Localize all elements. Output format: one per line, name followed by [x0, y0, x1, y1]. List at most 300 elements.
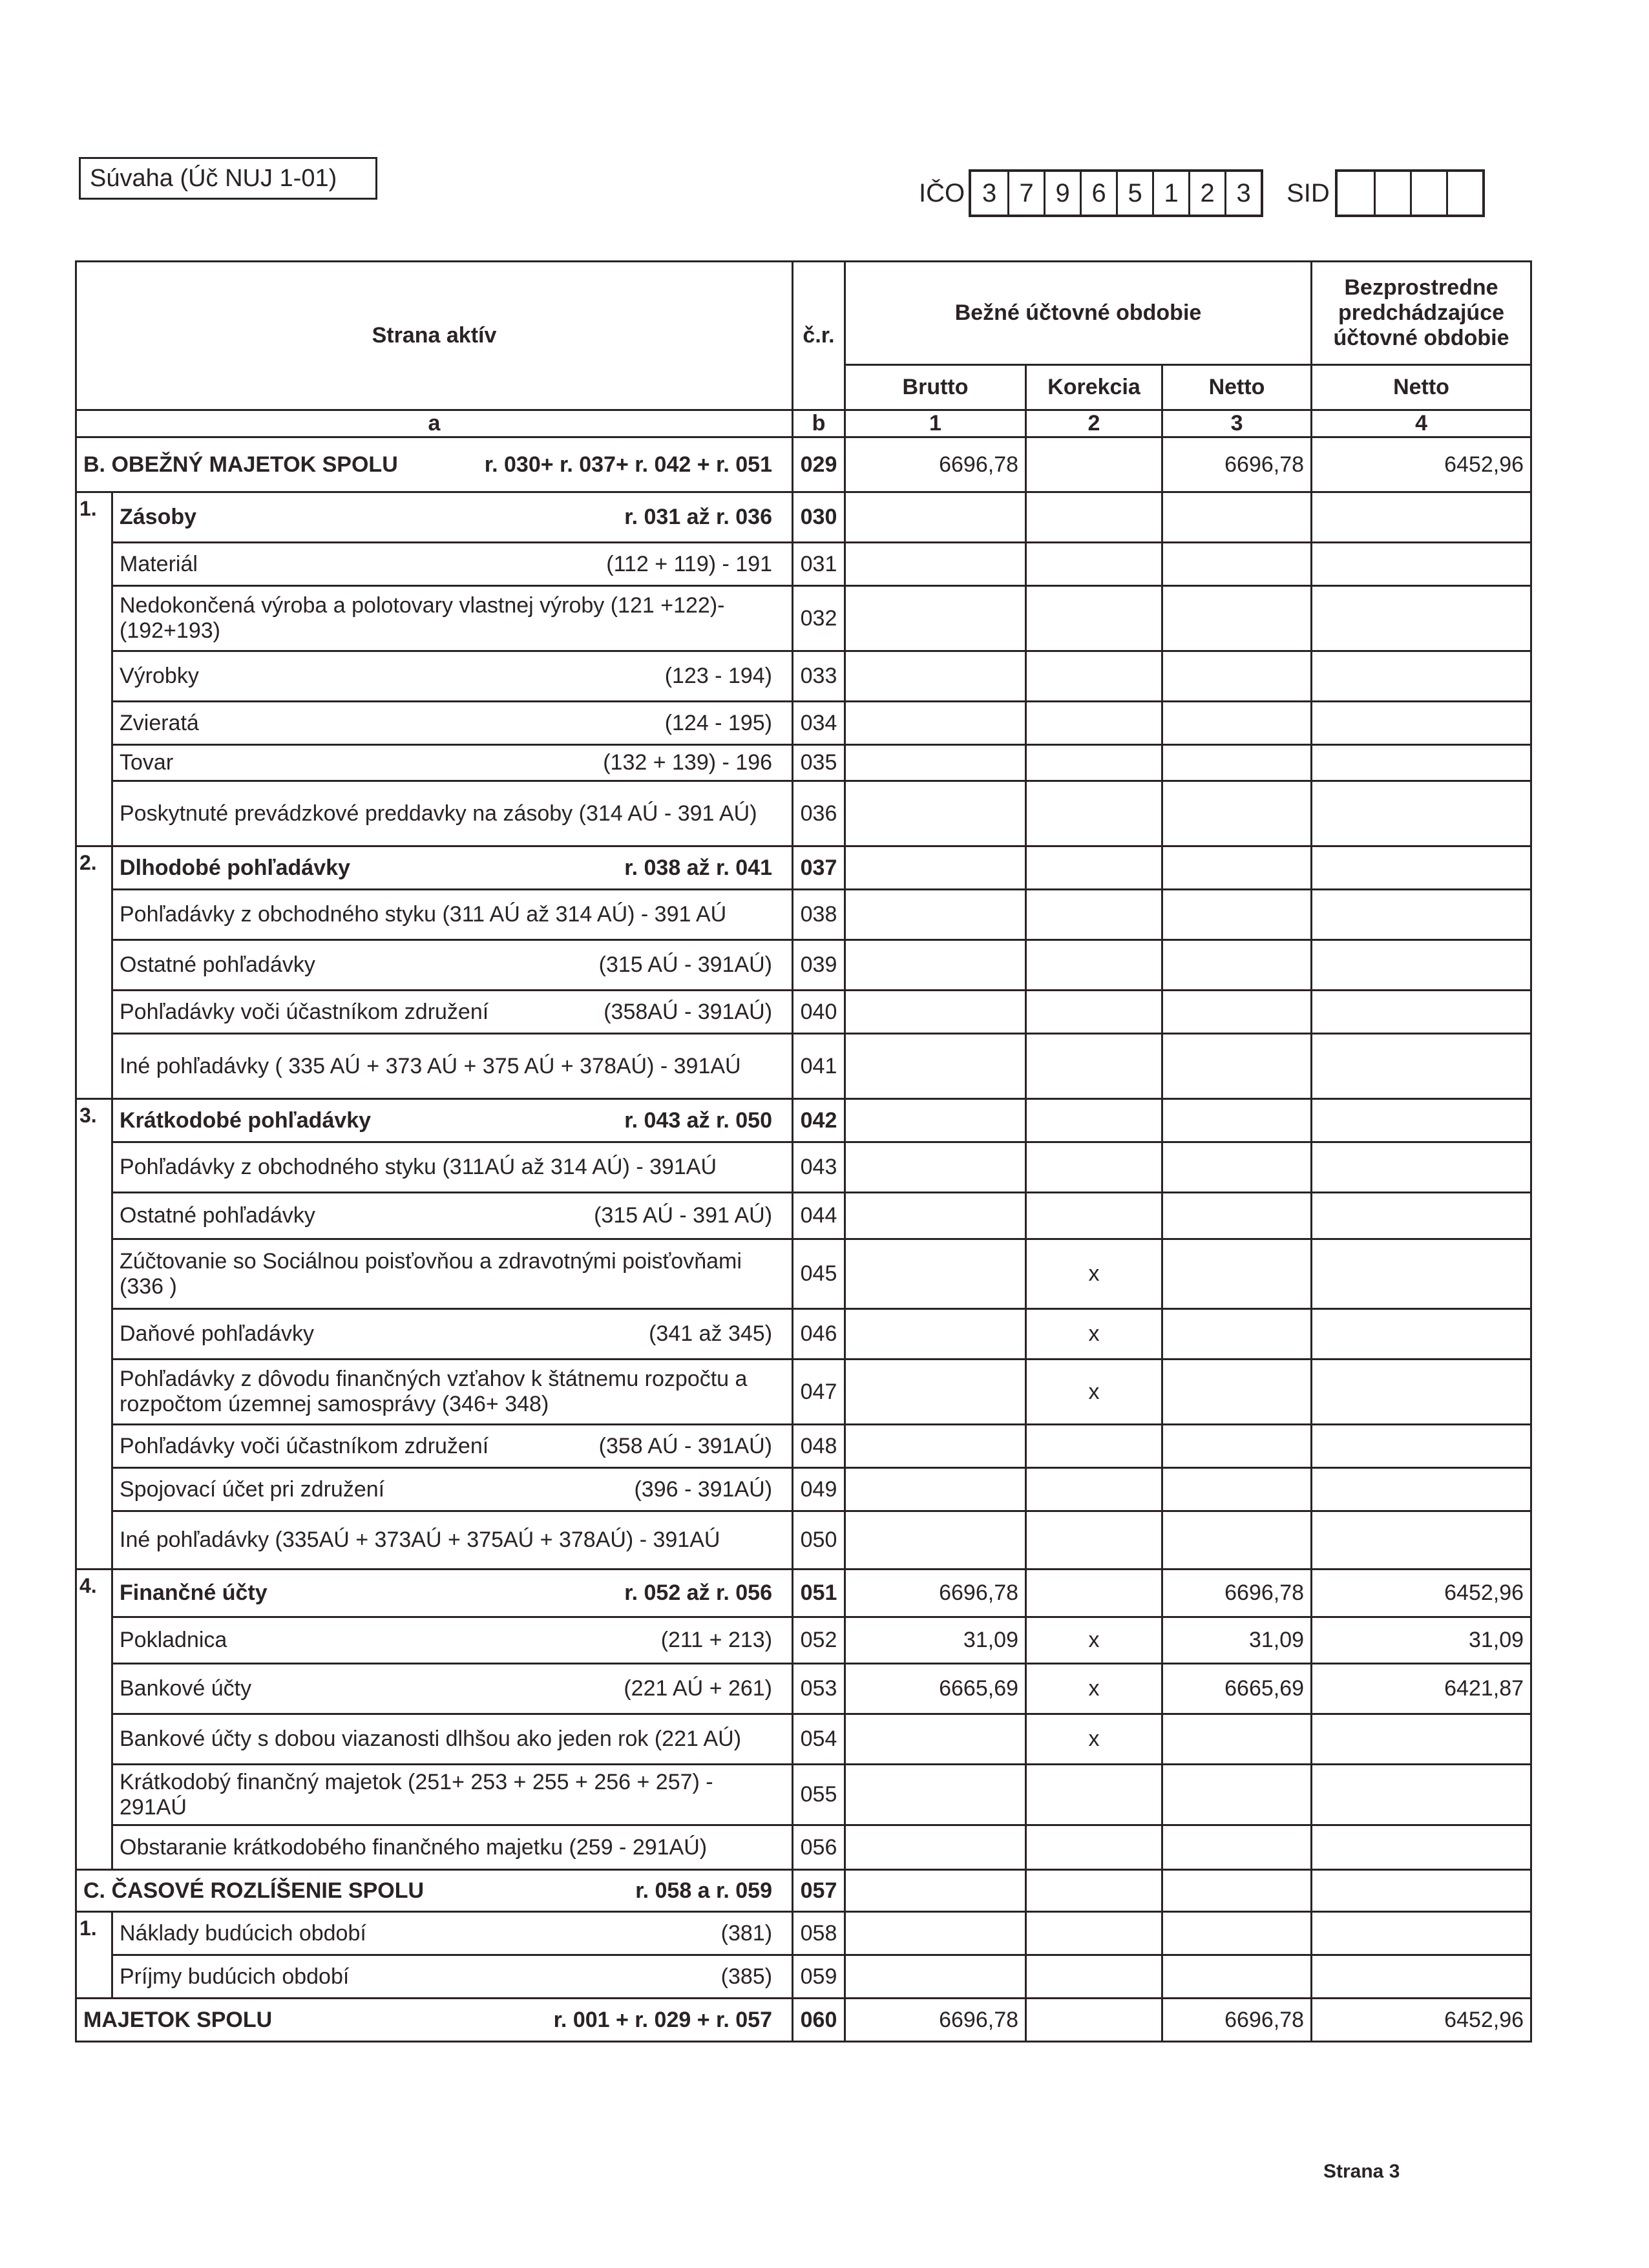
brutto-cell: 6665,69: [845, 1664, 1026, 1714]
korekcia-cell: [1026, 1765, 1162, 1825]
brutto-cell: [845, 651, 1026, 702]
row-number: 043: [793, 1142, 845, 1193]
korekcia-cell: [1026, 991, 1162, 1034]
table-row: [76, 1765, 1531, 1825]
row-label-cell: [112, 991, 793, 1034]
row-label-text: Bankové účty s dobou viazanosti dlhšou ako jeden rok (221 AÚ): [120, 1727, 742, 1751]
row-number: 050: [793, 1511, 845, 1570]
row-formula: (315 AÚ - 391AÚ): [598, 952, 773, 977]
netto-cell: [1162, 1912, 1312, 1955]
row-label: [120, 856, 785, 881]
table-row: [76, 1999, 1531, 2042]
table-row: [76, 437, 1531, 492]
row-label-cell: [112, 1570, 793, 1617]
row-label-cell: [112, 781, 793, 846]
netto-cell: [1162, 1765, 1312, 1825]
korekcia-cell: [1026, 1955, 1162, 1999]
table-row: [76, 991, 1531, 1034]
table-body: [76, 437, 1531, 2042]
row-label-cell: [112, 1034, 793, 1099]
row-formula: r. 058 a r. 059: [635, 1878, 773, 1903]
row-label: [120, 952, 785, 978]
row-label-cell: [112, 1511, 793, 1570]
brutto-cell: [845, 1870, 1026, 1912]
row-number: 057: [793, 1870, 845, 1912]
table-row: [76, 1099, 1531, 1142]
netto-prev-cell: [1312, 1955, 1531, 1999]
header-strana-aktiv: Strana aktív: [76, 262, 793, 410]
ico-digit: 7: [1007, 172, 1044, 215]
korekcia-cell: x: [1026, 1617, 1162, 1664]
korekcia-cell: [1026, 1825, 1162, 1870]
row-formula: (221 AÚ + 261): [624, 1676, 773, 1701]
row-formula: (211 + 213): [660, 1628, 773, 1652]
row-label: [120, 1628, 785, 1653]
row-number: 033: [793, 651, 845, 702]
row-label: [120, 593, 785, 644]
row-label-cell: [112, 1193, 793, 1239]
row-label-text: Príjmy budúcich období: [120, 1964, 350, 1989]
table-row: [76, 1142, 1531, 1193]
row-number: 059: [793, 1955, 845, 1999]
row-label: [120, 1580, 785, 1606]
korekcia-cell: x: [1026, 1309, 1162, 1360]
row-formula: (123 - 194): [664, 664, 773, 688]
netto-prev-cell: 6421,87: [1312, 1664, 1531, 1714]
row-number: 049: [793, 1468, 845, 1511]
brutto-cell: [845, 702, 1026, 745]
table-row: [76, 1617, 1531, 1664]
row-label-cell: [112, 1955, 793, 1999]
header-previous-period: Bezprostredne predchádzajúce účtovné obdobie: [1312, 262, 1531, 365]
row-number: 040: [793, 991, 845, 1034]
table-row: [76, 1870, 1531, 1912]
col-1: 1: [845, 410, 1026, 437]
row-number: 035: [793, 745, 845, 781]
row-number: 058: [793, 1912, 845, 1955]
row-label-cell: [76, 1999, 793, 2042]
brutto-cell: [845, 1034, 1026, 1099]
row-label-cell: [112, 651, 793, 702]
netto-cell: [1162, 1468, 1312, 1511]
netto-cell: [1162, 543, 1312, 586]
korekcia-cell: [1026, 1099, 1162, 1142]
korekcia-cell: [1026, 437, 1162, 492]
header-brutto: Brutto: [845, 365, 1026, 410]
brutto-cell: [845, 1825, 1026, 1870]
row-label: [120, 1921, 785, 1946]
row-label-text: Iné pohľadávky ( 335 AÚ + 373 AÚ + 375 AÚ + 378AÚ) - 391AÚ: [120, 1053, 741, 1078]
row-number: 029: [793, 437, 845, 492]
table-row: [76, 702, 1531, 745]
row-number: 037: [793, 846, 845, 890]
row-number: 032: [793, 586, 845, 651]
netto-cell: [1162, 1239, 1312, 1309]
section-number: 3.: [76, 1099, 112, 1570]
row-formula: (315 AÚ - 391 AÚ): [594, 1203, 773, 1228]
ico-digit: 3: [1224, 172, 1261, 215]
korekcia-cell: [1026, 702, 1162, 745]
row-label-cell: [112, 1309, 793, 1360]
brutto-cell: [845, 1714, 1026, 1765]
korekcia-cell: [1026, 543, 1162, 586]
row-formula: r. 031 až r. 036: [624, 505, 773, 529]
netto-prev-cell: [1312, 846, 1531, 890]
sid-digit: [1410, 172, 1446, 215]
table-row: [76, 846, 1531, 890]
section-number: 4.: [76, 1570, 112, 1870]
brutto-cell: 6696,78: [845, 1999, 1026, 2042]
row-label: [120, 1964, 785, 1990]
row-label: [120, 1203, 785, 1228]
row-number: 031: [793, 543, 845, 586]
netto-prev-cell: [1312, 492, 1531, 543]
row-label-text: Obstaranie krátkodobého finančného majetku (259 - 291AÚ): [120, 1834, 708, 1860]
row-label: [120, 1367, 785, 1417]
section-number: 1.: [76, 1912, 112, 1999]
row-label: [83, 2008, 785, 2033]
page-number: Strana 3: [1323, 2161, 1400, 2182]
korekcia-cell: [1026, 1570, 1162, 1617]
korekcia-cell: [1026, 846, 1162, 890]
row-label: [120, 1477, 785, 1502]
brutto-cell: [845, 492, 1026, 543]
korekcia-cell: [1026, 745, 1162, 781]
row-label: [120, 1528, 785, 1553]
row-formula: (358AÚ - 391AÚ): [604, 999, 773, 1024]
section-number: 1.: [76, 492, 112, 846]
ico-boxes: [969, 169, 1263, 217]
brutto-cell: [845, 1239, 1026, 1309]
netto-cell: [1162, 991, 1312, 1034]
brutto-cell: 6696,78: [845, 437, 1026, 492]
korekcia-cell: [1026, 651, 1162, 702]
row-number: 053: [793, 1664, 845, 1714]
row-label-text: Tovar: [120, 750, 174, 775]
row-label: [120, 750, 785, 775]
table-row: [76, 1425, 1531, 1468]
korekcia-cell: [1026, 781, 1162, 846]
netto-cell: [1162, 1870, 1312, 1912]
row-formula: (132 + 139) - 196: [603, 750, 773, 775]
row-number: 034: [793, 702, 845, 745]
netto-prev-cell: 6452,96: [1312, 1570, 1531, 1617]
brutto-cell: [845, 1765, 1026, 1825]
netto-cell: [1162, 1034, 1312, 1099]
netto-cell: [1162, 702, 1312, 745]
table-row: [76, 1664, 1531, 1714]
row-label-cell: [112, 586, 793, 651]
row-number: 046: [793, 1309, 845, 1360]
table-row: [76, 586, 1531, 651]
row-label-cell: [112, 702, 793, 745]
col-b: b: [793, 410, 845, 437]
row-label-text: Pohľadávky z dôvodu finančných vzťahov k štátnemu rozpočtu a rozpočtom územnej samosprávy (346+ 348): [120, 1367, 748, 1416]
row-label: [120, 552, 785, 577]
header-korekcia: Korekcia: [1026, 365, 1162, 410]
netto-cell: 6696,78: [1162, 437, 1312, 492]
row-label-text: Daňové pohľadávky: [120, 1321, 315, 1346]
korekcia-cell: [1026, 1999, 1162, 2042]
ico-digit: 9: [1044, 172, 1080, 215]
row-label-cell: [112, 1765, 793, 1825]
row-label-text: Krátkodobý finančný majetok (251+ 253 + 255 + 256 + 257) - 291AÚ: [120, 1769, 713, 1820]
row-label: [120, 1434, 785, 1459]
korekcia-cell: [1026, 1425, 1162, 1468]
row-formula: r. 030+ r. 037+ r. 042 + r. 051: [484, 452, 773, 477]
brutto-cell: [845, 1309, 1026, 1360]
netto-cell: [1162, 1955, 1312, 1999]
row-number: 056: [793, 1825, 845, 1870]
row-label-cell: [112, 1099, 793, 1142]
header-netto-prev: Netto: [1312, 365, 1531, 410]
korekcia-cell: [1026, 890, 1162, 940]
row-label-text: MAJETOK SPOLU: [83, 2007, 273, 2032]
netto-cell: [1162, 745, 1312, 781]
korekcia-cell: x: [1026, 1664, 1162, 1714]
korekcia-cell: [1026, 1193, 1162, 1239]
netto-prev-cell: 31,09: [1312, 1617, 1531, 1664]
ico-digit: 2: [1188, 172, 1224, 215]
row-label: [120, 1835, 785, 1860]
row-label-cell: [76, 437, 793, 492]
row-label-cell: [112, 543, 793, 586]
korekcia-cell: [1026, 1034, 1162, 1099]
row-label-text: B. OBEŽNÝ MAJETOK SPOLU: [83, 452, 398, 477]
brutto-cell: [845, 1142, 1026, 1193]
netto-cell: [1162, 492, 1312, 543]
row-number: 055: [793, 1765, 845, 1825]
netto-prev-cell: [1312, 1360, 1531, 1425]
row-number: 041: [793, 1034, 845, 1099]
netto-prev-cell: [1312, 1309, 1531, 1360]
table-row: [76, 745, 1531, 781]
netto-cell: [1162, 1360, 1312, 1425]
row-label-text: Dlhodobé pohľadávky: [120, 855, 350, 880]
sid-digit: [1446, 172, 1482, 215]
table-row: [76, 1034, 1531, 1099]
table-row: [76, 651, 1531, 702]
netto-cell: [1162, 1142, 1312, 1193]
brutto-cell: [845, 586, 1026, 651]
row-label-text: Iné pohľadávky (335AÚ + 373AÚ + 375AÚ + 378AÚ) - 391AÚ: [120, 1528, 720, 1552]
row-number: 047: [793, 1360, 845, 1425]
table-row: [76, 940, 1531, 991]
row-label: [120, 711, 785, 736]
netto-cell: [1162, 651, 1312, 702]
row-label-cell: [112, 1664, 793, 1714]
row-label-text: Finančné účty: [120, 1580, 268, 1605]
table-row: [76, 1912, 1531, 1955]
netto-prev-cell: [1312, 781, 1531, 846]
netto-prev-cell: [1312, 1870, 1531, 1912]
row-label: [120, 801, 785, 826]
row-label: [120, 1000, 785, 1025]
row-formula: r. 038 až r. 041: [624, 855, 773, 880]
ico-digit: 1: [1152, 172, 1188, 215]
col-a: a: [76, 410, 793, 437]
netto-cell: 6696,78: [1162, 1570, 1312, 1617]
brutto-cell: [845, 1425, 1026, 1468]
row-number: 030: [793, 492, 845, 543]
form-title: Súvaha (Úč NUJ 1-01): [79, 157, 377, 200]
netto-cell: [1162, 1193, 1312, 1239]
netto-prev-cell: [1312, 940, 1531, 991]
brutto-cell: [845, 781, 1026, 846]
netto-cell: [1162, 1425, 1312, 1468]
row-formula: (341 až 345): [649, 1321, 773, 1346]
netto-prev-cell: 6452,96: [1312, 1999, 1531, 2042]
ico-digit: 3: [982, 179, 997, 207]
row-label-cell: [112, 1425, 793, 1468]
korekcia-cell: x: [1026, 1360, 1162, 1425]
table-row: [76, 1955, 1531, 1999]
netto-cell: 6665,69: [1162, 1664, 1312, 1714]
row-number: 060: [793, 1999, 845, 2042]
row-label-text: Zúčtovanie so Sociálnou poisťovňou a zdravotnými poisťovňami (336 ): [120, 1248, 742, 1299]
row-label-text: Ostatné pohľadávky: [120, 952, 315, 977]
table-row: [76, 1360, 1531, 1425]
ico-digit: 5: [1116, 172, 1152, 215]
netto-cell: [1162, 846, 1312, 890]
row-number: 038: [793, 890, 845, 940]
brutto-cell: [845, 1099, 1026, 1142]
row-label-cell: [112, 492, 793, 543]
col-3: 3: [1162, 410, 1312, 437]
netto-cell: [1162, 1099, 1312, 1142]
row-label-cell: [112, 1825, 793, 1870]
table-row: [76, 1511, 1531, 1570]
row-label-text: Výrobky: [120, 664, 199, 688]
row-formula: (381): [720, 1920, 773, 1946]
netto-prev-cell: [1312, 1825, 1531, 1870]
netto-prev-cell: [1312, 1511, 1531, 1570]
netto-prev-cell: 6452,96: [1312, 437, 1531, 492]
sid-digit: [1338, 172, 1374, 215]
row-number: 052: [793, 1617, 845, 1664]
row-label: [120, 1155, 785, 1180]
row-formula: (358 AÚ - 391AÚ): [598, 1433, 773, 1458]
korekcia-cell: x: [1026, 1239, 1162, 1309]
korekcia-cell: [1026, 1142, 1162, 1193]
row-label: [83, 452, 785, 478]
ico-field: [919, 169, 1485, 217]
row-label-text: Materiál: [120, 551, 198, 576]
row-label-text: Poskytnuté prevádzkové preddavky na zásoby (314 AÚ - 391 AÚ): [120, 801, 757, 826]
row-number: 039: [793, 940, 845, 991]
row-label-text: Pohľadávky z obchodného styku (311 AÚ až 314 AÚ) - 391 AÚ: [120, 902, 727, 927]
ico-label: IČO: [919, 178, 965, 207]
table-row: [76, 1714, 1531, 1765]
table-row: [76, 1193, 1531, 1239]
brutto-cell: [845, 1193, 1026, 1239]
table-row: [76, 1309, 1531, 1360]
korekcia-cell: [1026, 586, 1162, 651]
netto-cell: [1162, 1825, 1312, 1870]
col-2: 2: [1026, 410, 1162, 437]
row-label-cell: [112, 1912, 793, 1955]
netto-prev-cell: [1312, 1142, 1531, 1193]
korekcia-cell: [1026, 492, 1162, 543]
sid-label: SID: [1287, 178, 1330, 207]
row-label-text: Nedokončená výroba a polotovary vlastnej výroby (121 +122)-(192+193): [120, 593, 725, 643]
netto-prev-cell: [1312, 1034, 1531, 1099]
table-row: [76, 543, 1531, 586]
netto-cell: [1162, 1309, 1312, 1360]
brutto-cell: [845, 543, 1026, 586]
row-number: 051: [793, 1570, 845, 1617]
netto-prev-cell: [1312, 1714, 1531, 1765]
netto-prev-cell: [1312, 543, 1531, 586]
table-row: [76, 781, 1531, 846]
netto-cell: [1162, 586, 1312, 651]
row-formula: (124 - 195): [664, 710, 773, 735]
netto-cell: [1162, 1511, 1312, 1570]
brutto-cell: [845, 846, 1026, 890]
row-formula: r. 052 až r. 056: [624, 1580, 773, 1605]
korekcia-cell: [1026, 1870, 1162, 1912]
table-row: [76, 1239, 1531, 1309]
netto-cell: 6696,78: [1162, 1999, 1312, 2042]
row-label-text: Pokladnica: [120, 1628, 227, 1652]
brutto-cell: [845, 1360, 1026, 1425]
netto-cell: [1162, 781, 1312, 846]
row-label-cell: [112, 846, 793, 890]
brutto-cell: [845, 991, 1026, 1034]
row-label: [120, 664, 785, 689]
netto-prev-cell: [1312, 586, 1531, 651]
sid-boxes: [1335, 169, 1485, 217]
netto-prev-cell: [1312, 1193, 1531, 1239]
table-row: [76, 1825, 1531, 1870]
korekcia-cell: [1026, 1912, 1162, 1955]
row-label-cell: [112, 745, 793, 781]
row-number: 048: [793, 1425, 845, 1468]
netto-prev-cell: [1312, 651, 1531, 702]
brutto-cell: 6696,78: [845, 1570, 1026, 1617]
row-label-cell: [112, 1360, 793, 1425]
col-4: 4: [1312, 410, 1531, 437]
brutto-cell: [845, 940, 1026, 991]
brutto-cell: [845, 890, 1026, 940]
netto-cell: [1162, 890, 1312, 940]
korekcia-cell: x: [1026, 1714, 1162, 1765]
korekcia-cell: [1026, 940, 1162, 991]
row-formula: (385): [720, 1964, 773, 1989]
row-number: 045: [793, 1239, 845, 1309]
row-formula: (112 + 119) - 191: [606, 551, 773, 576]
row-number: 036: [793, 781, 845, 846]
brutto-cell: [845, 1468, 1026, 1511]
row-label-text: Pohľadávky voči účastníkom združení: [120, 1433, 489, 1458]
row-label: [83, 1878, 785, 1904]
row-label-cell: [112, 1142, 793, 1193]
netto-cell: [1162, 1714, 1312, 1765]
ico-digit: 6: [1080, 172, 1116, 215]
netto-prev-cell: [1312, 991, 1531, 1034]
netto-prev-cell: [1312, 1765, 1531, 1825]
row-label: [120, 1108, 785, 1133]
korekcia-cell: [1026, 1468, 1162, 1511]
row-label: [120, 902, 785, 927]
row-number: 044: [793, 1193, 845, 1239]
row-label-text: Ostatné pohľadávky: [120, 1203, 315, 1228]
table-row: [76, 890, 1531, 940]
row-label: [120, 1676, 785, 1701]
netto-prev-cell: [1312, 745, 1531, 781]
row-label: [120, 1727, 785, 1752]
header-netto: Netto: [1162, 365, 1312, 410]
